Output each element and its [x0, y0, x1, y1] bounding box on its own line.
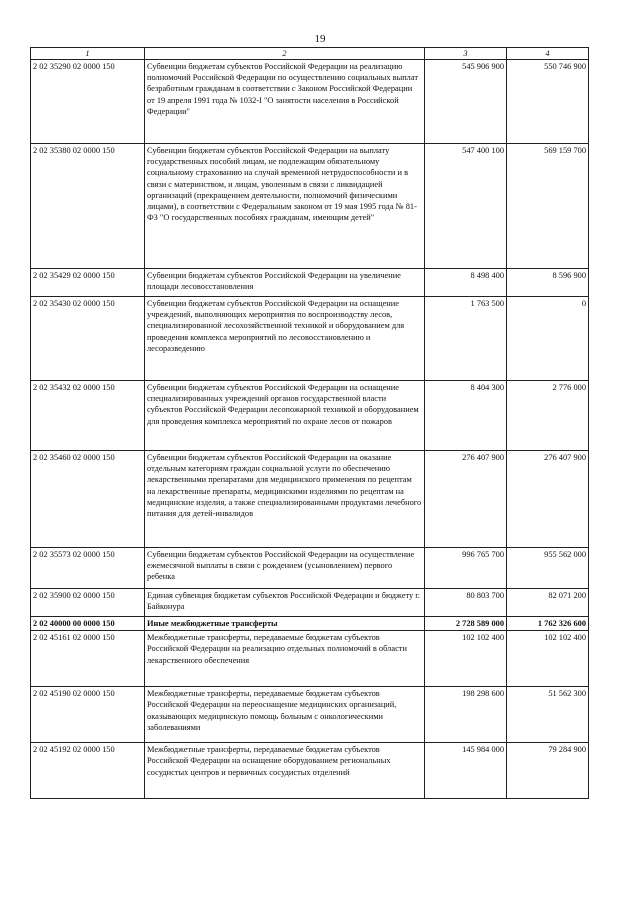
- revenue-name-cell: Единая субвенция бюджетам субъектов Российской Федерации и бюджету г. Байконура: [145, 589, 425, 617]
- amount-cell: 51 562 300: [507, 687, 589, 743]
- table-row: [31, 687, 589, 743]
- revenue-name-cell: Иные межбюджетные трансферты: [145, 617, 425, 631]
- amount-cell: 8 404 300: [425, 381, 507, 451]
- amount-cell: 569 159 700: [507, 144, 589, 269]
- revenue-name-cell: Субвенции бюджетам субъектов Российской Федерации на выплату государственных пособий лицам, не подлежащим обязательному социальному страхованию на случай временной нетрудоспособности и в связи с материнством, и лицам, уволенным в связи с ликвидацией организаций (прекращением деятельности, полномочий физическими лицами), в соответствии с Федеральным законом от 19 мая 1995 года № 81-ФЗ "О государственных пособиях гражданам, имеющим детей": [145, 144, 425, 269]
- table-row: [31, 743, 589, 799]
- table-row: [31, 381, 589, 451]
- amount-cell: 276 407 900: [425, 451, 507, 548]
- column-header: 4: [507, 48, 589, 60]
- column-header: 2: [145, 48, 425, 60]
- page-number: 19: [314, 33, 326, 45]
- revenue-name-cell: Межбюджетные трансферты, передаваемые бюджетам субъектов Российской Федерации на реализацию отдельных полномочий в области лекарственного обеспечения: [145, 631, 425, 687]
- revenue-name-cell: Межбюджетные трансферты, передаваемые бюджетам субъектов Российской Федерации на оснащение оборудованием региональных сосудистых центров и первичных сосудистых отделений: [145, 743, 425, 799]
- budget-code-cell: 2 02 35429 02 0000 150: [31, 269, 145, 297]
- table-row: [31, 269, 589, 297]
- budget-code-cell: 2 02 35573 02 0000 150: [31, 548, 145, 589]
- amount-cell: 102 102 400: [507, 631, 589, 687]
- budget-revenue-table: [30, 47, 589, 799]
- table-row: [31, 451, 589, 548]
- revenue-name-cell: Субвенции бюджетам субъектов Российской Федерации на оказание отдельным категориям граждан социальной услуги по обеспечению лекарственными препаратами для медицинского применения по рецептам на лекарственные препараты, медицинскими изделиями по рецептам на медицинские изделия, а также специализированными продуктами лечебного питания для детей-инвалидов: [145, 451, 425, 548]
- budget-code-cell: 2 02 35460 02 0000 150: [31, 451, 145, 548]
- budget-code-cell: 2 02 40000 00 0000 150: [31, 617, 145, 631]
- revenue-name-cell: Субвенции бюджетам субъектов Российской Федерации на осуществление ежемесячной выплаты в связи с рождением (усыновлением) первого ребенка: [145, 548, 425, 589]
- amount-cell: 198 298 600: [425, 687, 507, 743]
- amount-cell: 2 776 000: [507, 381, 589, 451]
- amount-cell: 996 765 700: [425, 548, 507, 589]
- budget-code-cell: 2 02 45190 02 0000 150: [31, 687, 145, 743]
- budget-code-cell: 2 02 45161 02 0000 150: [31, 631, 145, 687]
- table-row-group-total: [31, 617, 589, 631]
- budget-code-cell: 2 02 35900 02 0000 150: [31, 589, 145, 617]
- budget-code-cell: 2 02 35432 02 0000 150: [31, 381, 145, 451]
- amount-cell: 2 728 589 000: [425, 617, 507, 631]
- budget-code-cell: 2 02 35380 02 0000 150: [31, 144, 145, 269]
- table-row: [31, 548, 589, 589]
- budget-code-cell: 2 02 35430 02 0000 150: [31, 297, 145, 381]
- revenue-name-cell: Субвенции бюджетам субъектов Российской Федерации на реализацию полномочий Российской Федерации по осуществлению социальных выплат безработным гражданам в соответствии с Законом Российской Федерации от 19 апреля 1991 года № 1032-I "О занятости населения в Российской Федерации": [145, 60, 425, 144]
- table-row: [31, 60, 589, 144]
- table-row: [31, 144, 589, 269]
- amount-cell: 1 763 500: [425, 297, 507, 381]
- column-header: 3: [425, 48, 507, 60]
- revenue-name-cell: Субвенции бюджетам субъектов Российской Федерации на оснащение учреждений, выполняющих мероприятия по воспроизводству лесов, специализированной лесохозяйственной техникой и оборудованием для проведения комплекса мероприятий по лесовосстановлению и лесоразведению: [145, 297, 425, 381]
- amount-cell: 145 984 000: [425, 743, 507, 799]
- column-number-header-row: [31, 48, 589, 60]
- amount-cell: 79 284 900: [507, 743, 589, 799]
- amount-cell: 8 596 900: [507, 269, 589, 297]
- amount-cell: 0: [507, 297, 589, 381]
- budget-code-cell: 2 02 35290 02 0000 150: [31, 60, 145, 144]
- revenue-name-cell: Межбюджетные трансферты, передаваемые бюджетам субъектов Российской Федерации на переоснащение медицинских организаций, оказывающих медицинскую помощь больным с онкологическими заболеваниями: [145, 687, 425, 743]
- amount-cell: 545 906 900: [425, 60, 507, 144]
- column-header: 1: [31, 48, 145, 60]
- table-row: [31, 297, 589, 381]
- budget-code-cell: 2 02 45192 02 0000 150: [31, 743, 145, 799]
- revenue-name-cell: Субвенции бюджетам субъектов Российской Федерации на увеличение площади лесовосстановления: [145, 269, 425, 297]
- amount-cell: 547 400 100: [425, 144, 507, 269]
- table-row: [31, 631, 589, 687]
- table-row: [31, 589, 589, 617]
- amount-cell: 8 498 400: [425, 269, 507, 297]
- amount-cell: 82 071 200: [507, 589, 589, 617]
- amount-cell: 550 746 900: [507, 60, 589, 144]
- amount-cell: 102 102 400: [425, 631, 507, 687]
- amount-cell: 1 762 326 600: [507, 617, 589, 631]
- amount-cell: 80 803 700: [425, 589, 507, 617]
- amount-cell: 955 562 000: [507, 548, 589, 589]
- revenue-name-cell: Субвенции бюджетам субъектов Российской Федерации на оснащение специализированных учреждений органов государственной власти субъектов Российской Федерации лесопожарной техникой и оборудованием для проведения комплекса мероприятий по охране лесов от пожаров: [145, 381, 425, 451]
- amount-cell: 276 407 900: [507, 451, 589, 548]
